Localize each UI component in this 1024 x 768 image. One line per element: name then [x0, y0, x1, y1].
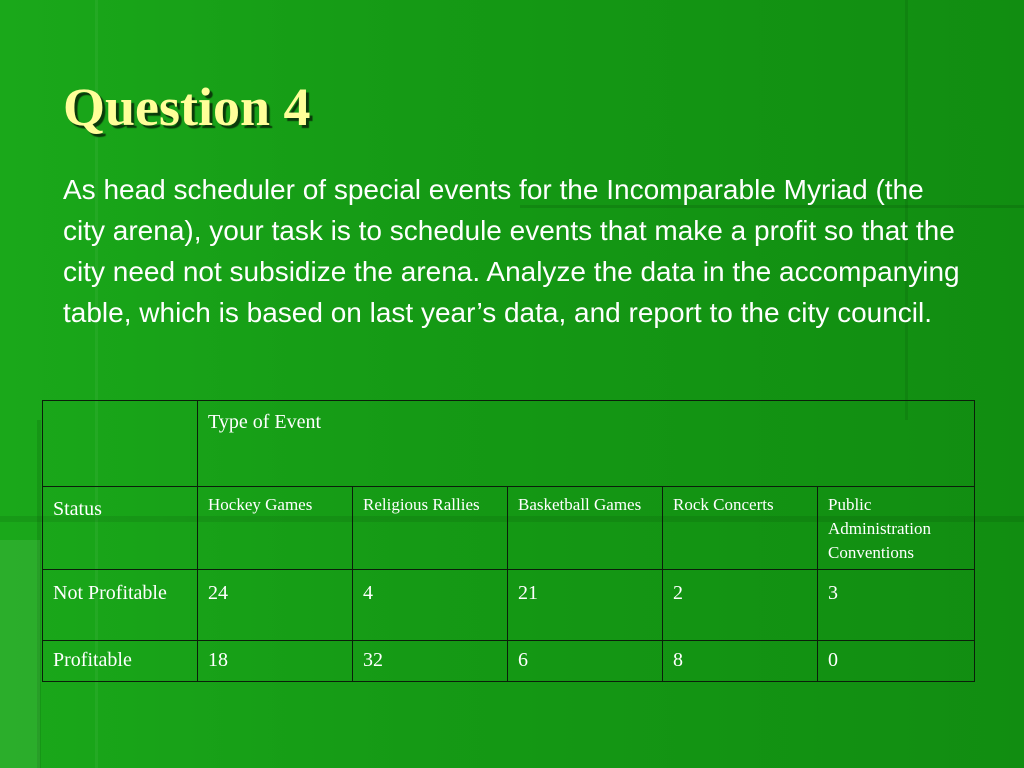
slide-title: Question 4	[63, 77, 311, 137]
column-header: Public Administration Conventions	[818, 487, 975, 570]
column-header: Basketball Games	[508, 487, 663, 570]
column-header: Religious Rallies	[353, 487, 508, 570]
table-row	[43, 641, 975, 682]
row-label: Profitable	[43, 641, 198, 682]
table-cell: 8	[663, 641, 818, 682]
status-header: Status	[43, 487, 198, 570]
table-cell: 3	[818, 570, 975, 641]
type-of-event-header: Type of Event	[198, 401, 975, 487]
table-corner-cell	[43, 401, 198, 487]
question-text: As head scheduler of special events for the Incomparable Myriad (the city arena), your task is to schedule events that make a profit so that the city need not subsidize the arena. Analyze the data in the accompanying table, which is based on last year’s data, and report to the city council.	[63, 174, 960, 328]
table-cell: 2	[663, 570, 818, 641]
table-cell: 24	[198, 570, 353, 641]
table-cell: 18	[198, 641, 353, 682]
table-cell: 32	[353, 641, 508, 682]
event-profitability-table	[42, 400, 975, 682]
table-row	[43, 570, 975, 641]
table-cell: 21	[508, 570, 663, 641]
column-header: Rock Concerts	[663, 487, 818, 570]
table-column-header-row	[43, 487, 975, 570]
row-label: Not Profitable	[43, 570, 198, 641]
column-header: Hockey Games	[198, 487, 353, 570]
table-cell: 6	[508, 641, 663, 682]
table-cell: 0	[818, 641, 975, 682]
table-cell: 4	[353, 570, 508, 641]
table-header-row	[43, 401, 975, 487]
